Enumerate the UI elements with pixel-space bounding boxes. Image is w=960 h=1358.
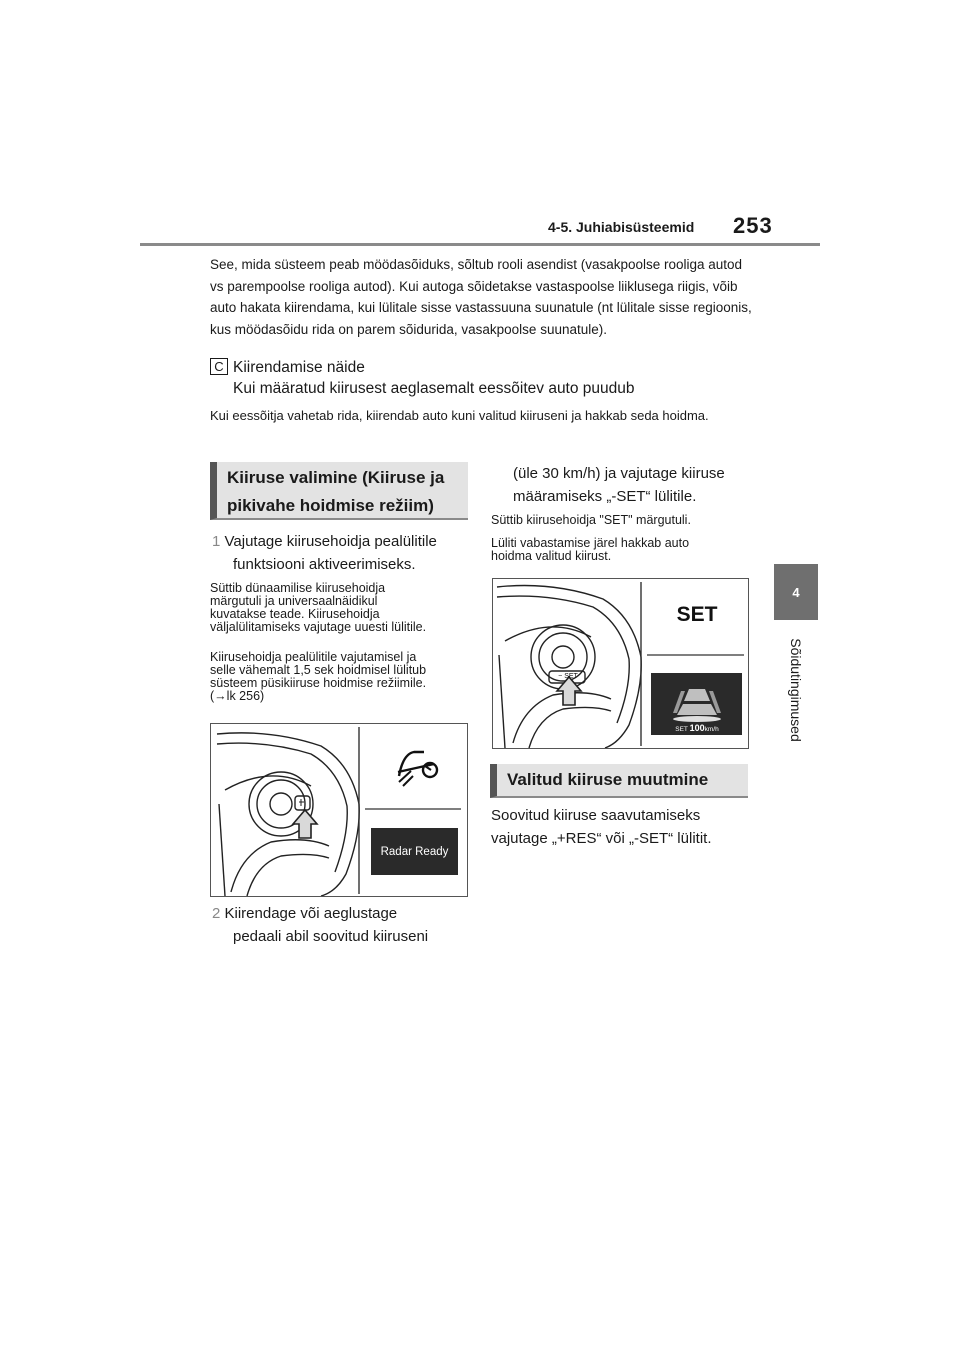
step2-line4: määramiseks „-SET“ lülitile. [513,488,697,505]
section1-heading-line1: Kiiruse valimine (Kiiruse ja [227,468,445,487]
set-indicator: SET [676,603,718,626]
step1-number: 1 [212,533,221,550]
step1-note2 [210,651,475,703]
chapter-label [762,630,830,750]
step1-note1-line: märgutuli ja universaalnäidikul [210,594,378,608]
step1-note1-line: kuvatakse teade. Kiirusehoidja [210,607,380,621]
step2-note2-line: hoidma valitud kiirust. [491,549,612,563]
dynamic-cruise-control-icon [398,752,437,786]
set-button-label: − SET [558,673,578,680]
step1-note2-line: Kiirusehoidja pealülitile vajutamisel ja [210,650,417,664]
figure-radar-ready [210,723,468,897]
step1 [212,530,472,576]
speed-unit: km/h [704,726,719,733]
section2-heading: Valitud kiiruse muutmine [490,764,748,798]
section-header: 4-5. Juhiabisüsteemid [548,219,695,235]
example-title [233,357,635,399]
step2-line3: (üle 30 km/h) ja vajutage kiiruse [513,465,725,482]
step1-note2-line: selle vähemalt 1,5 sek hoidmisel lülitub [210,663,427,677]
intro-paragraph: See, mida süsteem peab möödasõiduks, sõltub rooli asendist (vasakpoolse rooliga autod vs parempoolse rooliga autod). Kui autoga sõidetakse vastaspoolse liiklusega riigis, võib auto hakata kiirendama, kui lülitale sisse vastassuuna suunatule (nt lülitale sisse regioonis, kus möödasõidu rida on parem sõidurida, vasakpoolse suunatule). [210,257,752,337]
step2-note2-line: Lüliti vabastamise järel hakkab auto [491,536,690,550]
figure-set-speed [492,578,749,749]
step2-continued [513,462,763,508]
section2-line1: Soovitud kiiruse saavutamiseks [491,807,701,824]
step2-number: 2 [212,905,221,922]
step1-note1-line: väljalülitamiseks vajutage uuesti lülitile. [210,620,427,634]
speed-prefix: SET [675,726,688,733]
page-ref-arrow: (→ [210,689,227,703]
page-reference-link[interactable]: lk 256) [226,689,265,703]
step2-note2 [491,537,751,563]
section1-heading [210,462,468,520]
example-marker: C [210,358,228,375]
page-number: 253 [733,213,773,238]
header-divider [140,243,820,246]
step2-line2: pedaali abil soovitud kiiruseni [233,928,429,945]
radar-ready-display: Radar Ready [380,845,449,858]
speed-readout [653,723,741,735]
step2-note1: Süttib kiirusehoidja "SET" märgutuli. [491,513,691,527]
speed-value: 100 [689,723,705,733]
section2-line2: vajutage „+RES“ või „-SET“ lülitit. [491,830,712,847]
step1-note1-line: Süttib dünaamilise kiirusehoidja [210,581,386,595]
step1-line1: Vajutage kiirusehoidja pealülitile [224,533,437,550]
chapter-label-text: Sõidutingimused [788,638,804,742]
example-body: Kui eessõitja vahetab rida, kiirendab auto kuni valitud kiiruseni ja hakkab seda hoidma. [210,408,709,423]
chapter-number: 4 [792,584,800,600]
step2-line1: Kiirendage või aeglustage [224,905,398,922]
example-title-line1: Kiirendamise näide [233,359,365,376]
section1-heading-line2: pikivahe hoidmise režiim) [227,496,434,515]
step1-note1 [210,582,475,634]
section2-body [491,804,761,850]
step1-note2-line: süsteem püsikiiruse hoidmise režiimile. [210,676,427,690]
step1-line2: funktsiooni aktiveerimiseks. [233,556,416,573]
example-title-line2: Kui määratud kiirusest aeglasemalt eessõitev auto puudub [233,380,635,397]
chapter-tab[interactable] [774,564,818,620]
step2 [212,902,472,948]
